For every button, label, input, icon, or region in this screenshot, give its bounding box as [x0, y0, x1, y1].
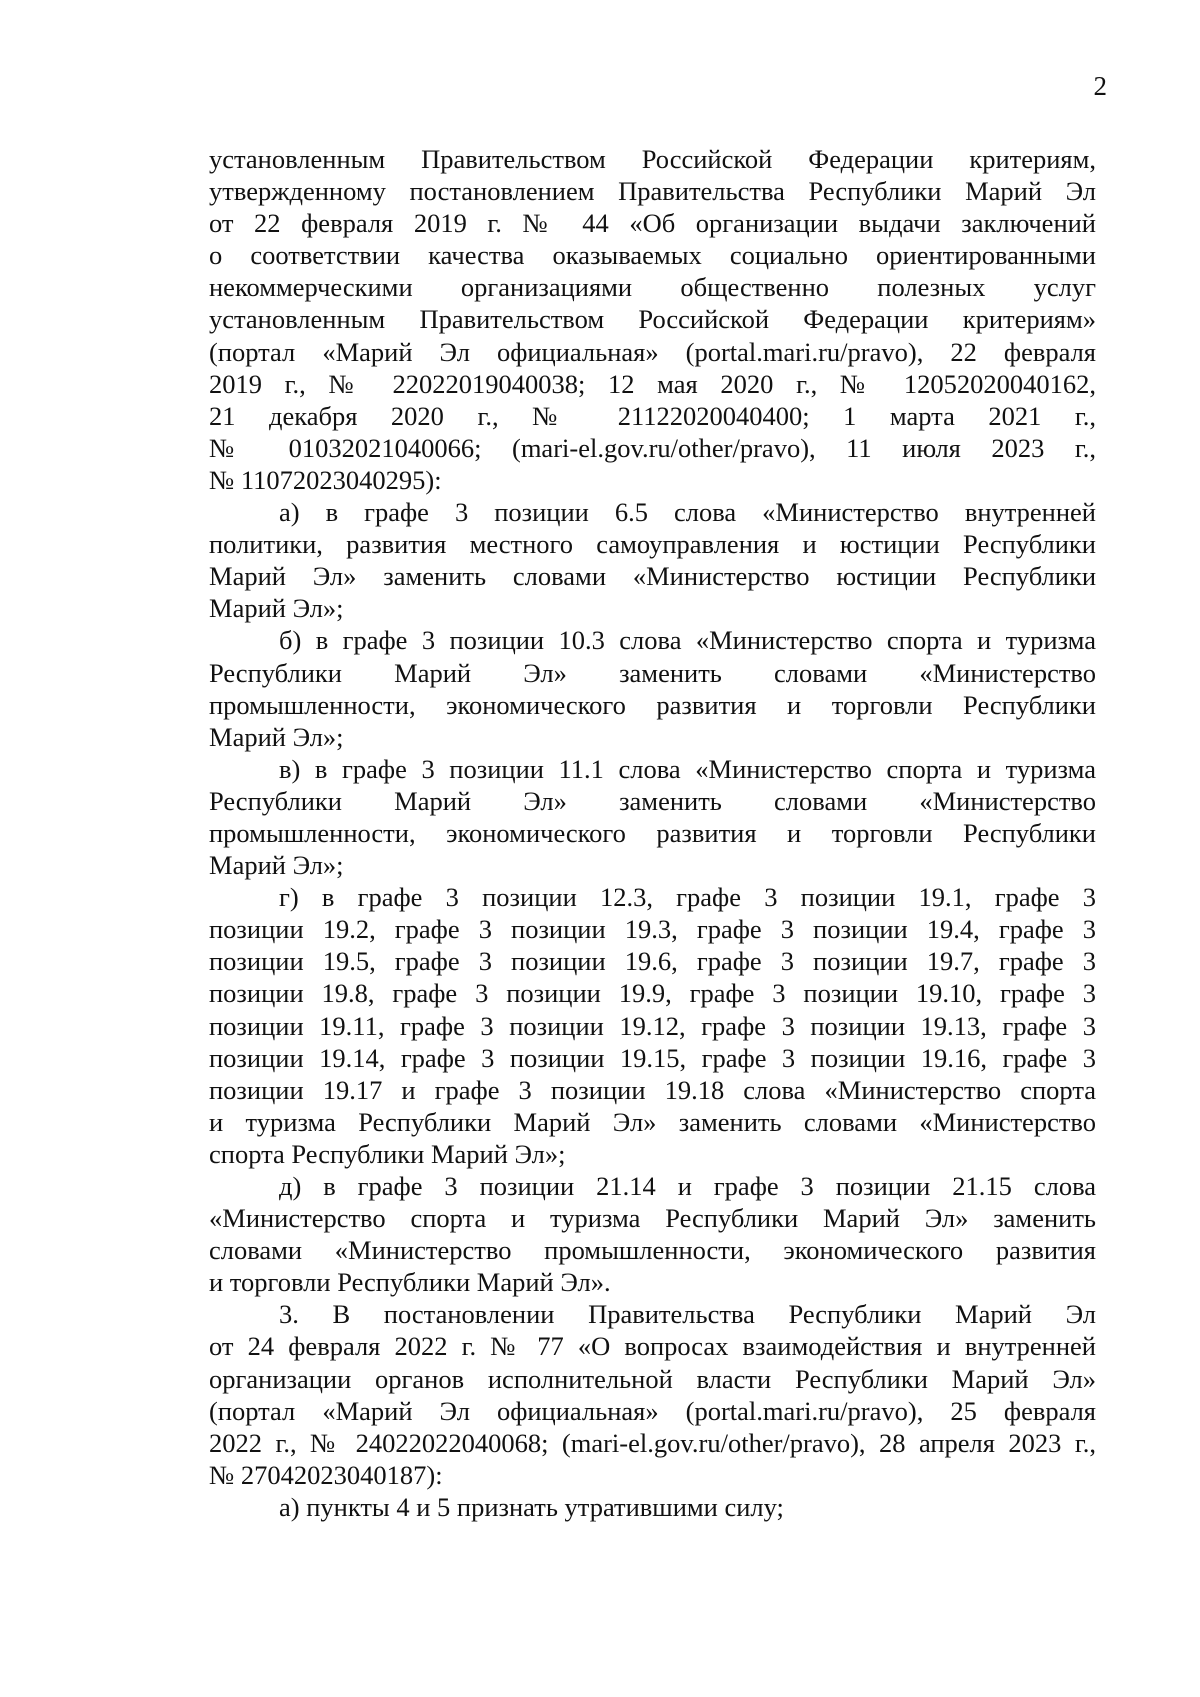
- text-line: а) в графе 3 позиции 6.5 слова «Министерство внутренней: [279, 497, 1096, 528]
- text-line: в) в графе 3 позиции 11.1 слова «Министерство спорта и туризма: [279, 753, 1096, 784]
- text-line: от 24 февраля 2022 г. № 77 «О вопросах взаимодействия и внутренней: [209, 1331, 1096, 1362]
- text-line: «Министерство спорта и туризма Республики Марий Эл» заменить: [209, 1203, 1096, 1234]
- text-line: 21 декабря 2020 г., № 21122020040400; 1 марта 2021 г.,: [209, 400, 1096, 431]
- document-body: [209, 143, 1096, 1523]
- text-line: словами «Министерство промышленности, экономического развития: [209, 1235, 1096, 1266]
- text-line: позиции 19.17 и графе 3 позиции 19.18 слова «Министерство спорта: [209, 1074, 1096, 1105]
- text-line: установленным Правительством Российской Федерации критериям,: [209, 144, 1096, 174]
- text-line: позиции 19.14, графе 3 позиции 19.15, графе 3 позиции 19.16, графе 3: [209, 1042, 1096, 1073]
- paragraph: [209, 624, 1096, 752]
- text-line: 2022 г., № 24022022040068; (mari-el.gov.ru/other/pravo), 28 апреля 2023 г.,: [209, 1427, 1096, 1458]
- text-line: некоммерческими организациями общественно полезных услуг: [209, 272, 1096, 303]
- paragraph: [209, 143, 1096, 496]
- text-line: б) в графе 3 позиции 10.3 слова «Министерство спорта и туризма: [279, 625, 1096, 656]
- text-line: утвержденному постановлением Правительства Республики Марий Эл: [209, 176, 1096, 207]
- text-line: № 27042023040187):: [209, 1459, 443, 1490]
- text-line: г) в графе 3 позиции 12.3, графе 3 позиции 19.1, графе 3: [279, 882, 1096, 913]
- text-line: и туризма Республики Марий Эл» заменить словами «Министерство: [209, 1106, 1096, 1137]
- text-line: от 22 февраля 2019 г. № 44 «Об организации выдачи заключений: [209, 208, 1096, 239]
- text-line: № 01032021040066; (mari-el.gov.ru/other/pravo), 11 июля 2023 г.,: [209, 432, 1096, 463]
- text-line: Марий Эл»;: [209, 593, 344, 624]
- text-line: промышленности, экономического развития и торговли Республики: [209, 689, 1096, 720]
- text-line: Марий Эл» заменить словами «Министерство юстиции Республики: [209, 561, 1096, 592]
- paragraph: [209, 1298, 1096, 1491]
- text-line: установленным Правительством Российской Федерации критериям»: [209, 304, 1096, 335]
- paragraph: [209, 881, 1096, 1170]
- text-line: 3. В постановлении Правительства Республики Марий Эл: [279, 1299, 1096, 1330]
- text-line: спорта Республики Марий Эл»;: [209, 1138, 566, 1169]
- text-line: позиции 19.8, графе 3 позиции 19.9, графе 3 позиции 19.10, графе 3: [209, 978, 1096, 1009]
- text-line: о соответствии качества оказываемых социально ориентированными: [209, 240, 1096, 271]
- paragraph: [209, 753, 1096, 881]
- text-line: № 11072023040295):: [209, 464, 442, 495]
- text-line: промышленности, экономического развития и торговли Республики: [209, 817, 1096, 848]
- text-line: и торговли Республики Марий Эл».: [209, 1267, 611, 1298]
- paragraph: [209, 1170, 1096, 1298]
- text-line: Республики Марий Эл» заменить словами «Министерство: [209, 657, 1096, 688]
- paragraph: [209, 1491, 1096, 1523]
- text-line: (портал «Марий Эл официальная» (portal.mari.ru/pravo), 22 февраля: [209, 336, 1096, 367]
- text-line: (портал «Марий Эл официальная» (portal.mari.ru/pravo), 25 февраля: [209, 1395, 1096, 1426]
- text-line: позиции 19.2, графе 3 позиции 19.3, графе 3 позиции 19.4, графе 3: [209, 914, 1096, 945]
- text-line: 2019 г., № 22022019040038; 12 мая 2020 г., № 12052020040162,: [209, 368, 1096, 399]
- text-line: Республики Марий Эл» заменить словами «Министерство: [209, 785, 1096, 816]
- text-line: позиции 19.11, графе 3 позиции 19.12, графе 3 позиции 19.13, графе 3: [209, 1010, 1096, 1041]
- paragraph: [209, 496, 1096, 624]
- text-line: Марий Эл»;: [209, 721, 344, 752]
- text-line: политики, развития местного самоуправления и юстиции Республики: [209, 529, 1096, 560]
- text-line: д) в графе 3 позиции 21.14 и графе 3 позиции 21.15 слова: [279, 1171, 1096, 1201]
- page-number: 2: [1093, 71, 1107, 101]
- text-line: организации органов исполнительной власти Республики Марий Эл»: [209, 1363, 1096, 1394]
- text-line: Марий Эл»;: [209, 850, 344, 881]
- text-line: позиции 19.5, графе 3 позиции 19.6, графе 3 позиции 19.7, графе 3: [209, 946, 1096, 977]
- text-line: а) пункты 4 и 5 признать утратившими силу;: [279, 1491, 784, 1522]
